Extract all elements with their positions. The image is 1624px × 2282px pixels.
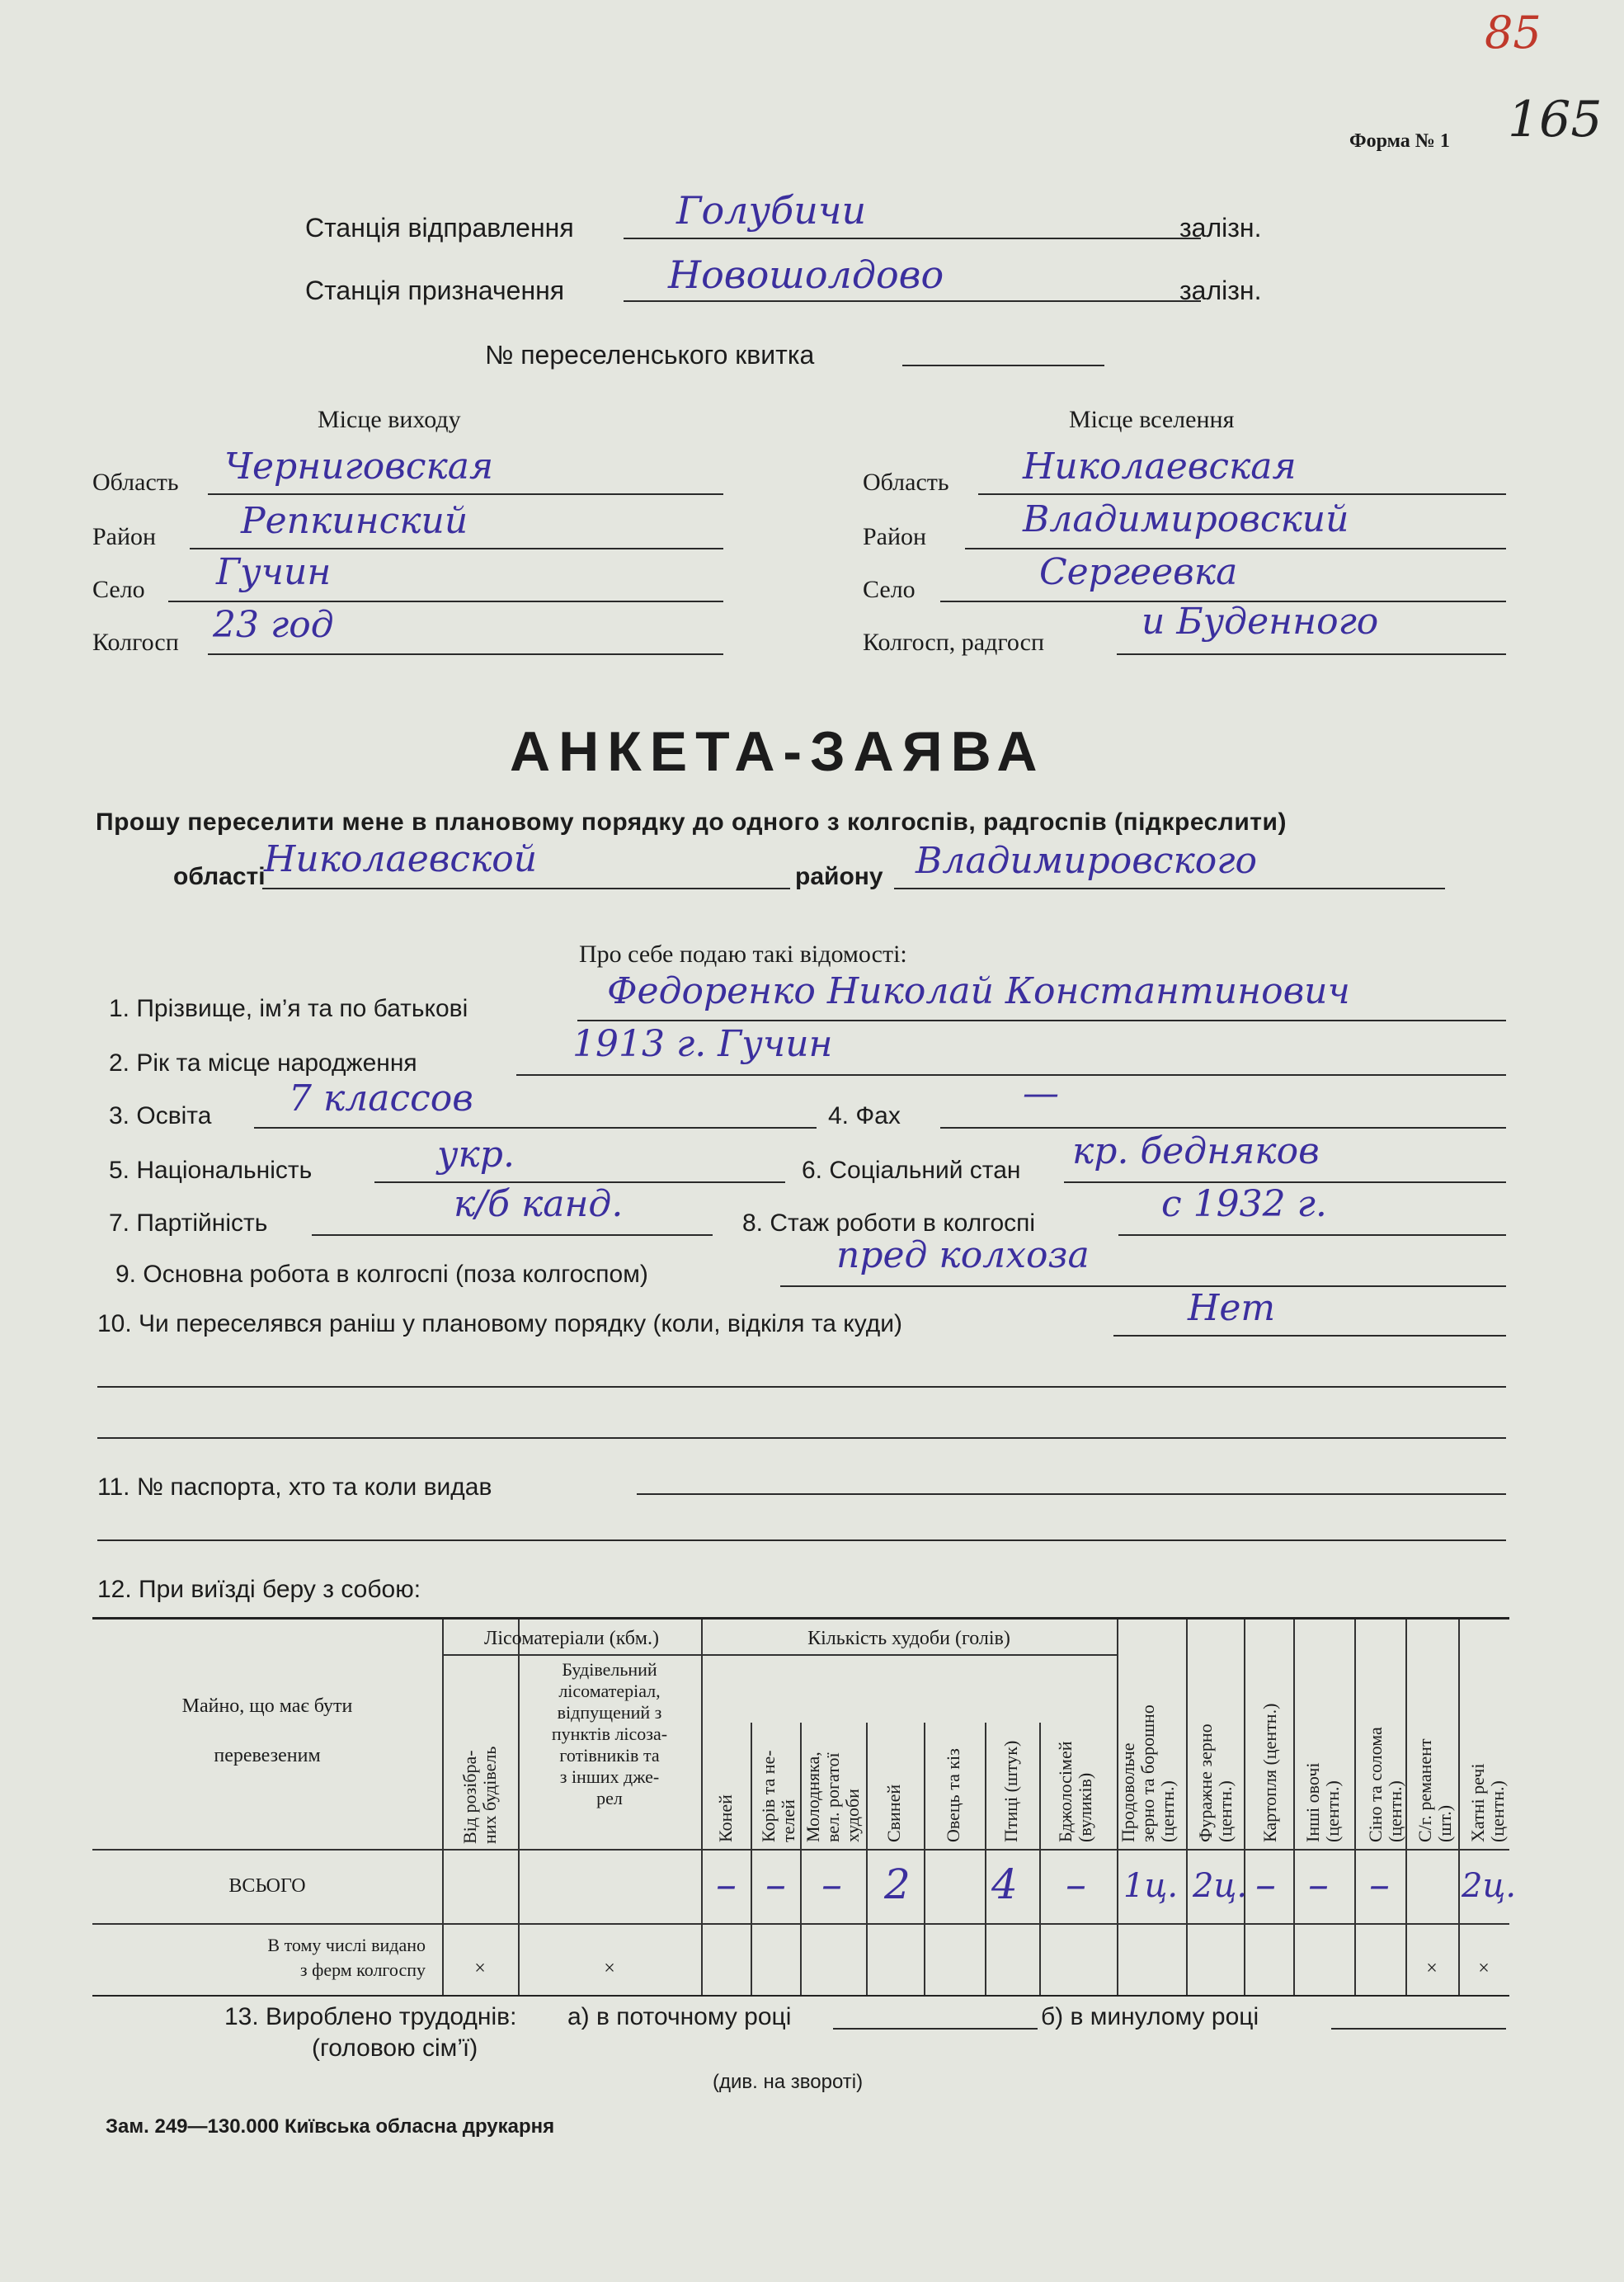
field-3-line xyxy=(254,1127,817,1129)
total-young-cattle: – xyxy=(821,1860,842,1908)
request-rayon-line xyxy=(894,888,1445,889)
field-11-label: 11. № паспорта, хто та коли видав xyxy=(97,1473,492,1501)
field-7-value: к/б канд. xyxy=(454,1183,624,1225)
document-title: АНКЕТА-ЗАЯВА xyxy=(510,720,1046,783)
total-poultry: 4 xyxy=(991,1860,1018,1908)
field-6-label: 6. Соціальний стан xyxy=(802,1157,1021,1184)
request-rayon-value: Владимировского xyxy=(916,840,1258,882)
origin-rayon-label: Район xyxy=(92,523,157,550)
field-11-line xyxy=(637,1493,1506,1495)
group-header-lumber: Лісоматеріали (кбм.) xyxy=(484,1628,659,1649)
field-9-value: пред колхоза xyxy=(836,1234,1090,1276)
archive-page-number: 165 xyxy=(1508,91,1603,149)
table-divider xyxy=(442,1654,1118,1656)
origin-village-line xyxy=(168,601,723,602)
destination-station-value: Новошолдово xyxy=(668,252,944,297)
table-divider xyxy=(800,1723,802,1995)
total-horses: – xyxy=(716,1860,737,1908)
request-oblast-line xyxy=(262,888,790,889)
field-10-value: Нет xyxy=(1188,1287,1276,1329)
departure-station-value: Голубичи xyxy=(676,188,867,233)
request-oblast-label: області xyxy=(173,863,266,890)
total-beehives: – xyxy=(1066,1860,1086,1908)
field-13a-line xyxy=(833,2028,1038,2030)
dest-rayon-line xyxy=(965,548,1506,549)
dest-village-value: Сергеевка xyxy=(1039,551,1238,593)
col-header-poultry: Птиці (штук) xyxy=(1000,1740,1021,1842)
field-13b-line xyxy=(1331,2028,1506,2030)
field-8-value: с 1932 г. xyxy=(1161,1183,1327,1225)
table-divider xyxy=(442,1620,444,1995)
origin-oblast-line xyxy=(208,493,723,495)
field-3-label: 3. Освіта xyxy=(109,1102,212,1129)
table-divider xyxy=(1186,1620,1188,1995)
col-header-cows: Корів та не- телей xyxy=(758,1750,798,1842)
field-1-label: 1. Прізвище, ім’я та по батькові xyxy=(109,995,468,1022)
dest-rayon-label: Район xyxy=(863,523,927,550)
table-divider xyxy=(1405,1620,1407,1995)
departure-station-line xyxy=(624,238,1201,239)
field-9-label: 9. Основна робота в колгоспі (поза колгоспом) xyxy=(115,1261,648,1288)
destination-heading: Місце вселення xyxy=(1069,406,1235,433)
form-number-label: Форма № 1 xyxy=(1349,130,1450,152)
group-header-livestock: Кількість худоби (голів) xyxy=(807,1628,1010,1649)
farm-mark-implements: × xyxy=(1426,1958,1438,1979)
col-header-vegetables: Інші овочі (центн.) xyxy=(1302,1762,1343,1842)
departure-station-suffix: залізн. xyxy=(1179,213,1262,243)
col-header-household: Хатні речі (центн.) xyxy=(1467,1763,1508,1842)
request-oblast-value: Николаевской xyxy=(264,838,538,880)
field-2-label: 2. Рік та місце народження xyxy=(109,1049,417,1077)
field-2-value: 1913 г. Гучин xyxy=(572,1023,833,1065)
destination-station-label: Станція призначення xyxy=(305,276,565,305)
origin-oblast-value: Черниговская xyxy=(224,446,494,488)
field-10-label: 10. Чи переселявся раніш у плановому порядку (коли, відкіля та куди) xyxy=(97,1310,903,1337)
table-divider xyxy=(1293,1620,1295,1995)
departure-station-label: Станція відправлення xyxy=(305,213,574,243)
printer-imprint: Зам. 249—130.000 Київська обласна друкарня xyxy=(106,2115,555,2138)
col-header-young-cattle: Молодняка, вел. рогатої худоби xyxy=(803,1752,863,1842)
total-household: 2ц. xyxy=(1462,1867,1517,1905)
origin-kolhosp-value: 23 год xyxy=(213,604,334,646)
field-5-value: укр. xyxy=(437,1134,515,1176)
total-food-grain: 1ц. xyxy=(1123,1867,1179,1905)
request-rayon-label: району xyxy=(795,863,883,890)
field-13a-label: а) в поточному році xyxy=(567,2003,792,2030)
field-10-line xyxy=(1113,1335,1506,1337)
origin-kolhosp-label: Колгосп xyxy=(92,629,179,656)
field-13b-label: б) в минулому році xyxy=(1041,2003,1259,2030)
see-back-note: (див. на звороті) xyxy=(713,2071,864,2093)
dest-kolhosp-label: Колгосп, радгосп xyxy=(863,629,1045,656)
field-8-line xyxy=(1118,1234,1506,1236)
col-header-dismantled: Від розібра- них будівель xyxy=(459,1746,500,1844)
field-11-line-2 xyxy=(97,1539,1506,1541)
field-1-value: Федоренко Николай Константинович xyxy=(607,970,1350,1012)
table-divider xyxy=(985,1723,986,1995)
total-fodder-grain: 2ц. xyxy=(1193,1867,1248,1905)
destination-station-suffix: залізн. xyxy=(1179,276,1262,305)
col-header-potatoes: Картопля (центн.) xyxy=(1259,1703,1280,1842)
field-8-label: 8. Стаж роботи в колгоспі xyxy=(742,1209,1036,1237)
field-9-line xyxy=(780,1285,1506,1287)
table-divider xyxy=(92,1849,1509,1851)
ticket-number-line xyxy=(902,365,1104,366)
origin-village-value: Гучин xyxy=(216,551,332,593)
origin-heading: Місце виходу xyxy=(318,406,461,433)
col-header-pigs: Свиней xyxy=(883,1784,904,1842)
field-1-line xyxy=(577,1020,1506,1021)
destination-station-line xyxy=(624,300,1201,302)
field-6-value: кр. бедняков xyxy=(1072,1130,1320,1172)
table-divider xyxy=(1039,1723,1041,1995)
farm-mark-household: × xyxy=(1478,1958,1490,1979)
total-vegetables: – xyxy=(1308,1860,1329,1908)
table-divider xyxy=(866,1723,868,1995)
origin-kolhosp-line xyxy=(208,653,723,655)
col-header-horses: Коней xyxy=(715,1794,736,1842)
col-header-fodder-grain: Фуражне зерно (центн.) xyxy=(1195,1723,1236,1842)
dest-kolhosp-value: и Буденного xyxy=(1142,601,1379,643)
origin-rayon-value: Репкинский xyxy=(241,500,468,542)
field-10-line-2 xyxy=(97,1386,1506,1388)
field-4-label: 4. Фах xyxy=(828,1102,901,1129)
col-header-property: Майно, що має бути перевезеним xyxy=(181,1695,353,1766)
table-divider xyxy=(1458,1620,1460,1995)
origin-oblast-label: Область xyxy=(92,469,179,496)
table-divider xyxy=(1354,1620,1356,1995)
dest-oblast-line xyxy=(978,493,1506,495)
total-potatoes: – xyxy=(1255,1860,1276,1908)
farm-mark-dismantled: × xyxy=(474,1958,486,1979)
table-divider xyxy=(751,1723,752,1995)
field-4-value: — xyxy=(1023,1073,1059,1115)
table-divider xyxy=(924,1723,925,1995)
table-divider xyxy=(92,1923,1509,1925)
dest-kolhosp-line xyxy=(1117,653,1506,655)
total-pigs: 2 xyxy=(884,1860,911,1908)
field-10-line-3 xyxy=(97,1437,1506,1439)
dest-oblast-value: Николаевская xyxy=(1023,446,1297,488)
origin-village-label: Село xyxy=(92,576,145,603)
col-header-hay: Сіно та солома (центн.) xyxy=(1365,1727,1405,1842)
request-text: Прошу переселити мене в плановому порядку до одного з колгоспів, радгоспів (підкреслити) xyxy=(96,809,1287,836)
col-header-building-lumber: Будівельний лісоматеріал, відпущений з пунктів лісоза- готівників та з інших дже- рел xyxy=(551,1659,668,1808)
table-divider xyxy=(1244,1620,1245,1995)
origin-rayon-line xyxy=(190,548,723,549)
field-2-line xyxy=(516,1074,1506,1076)
dest-rayon-value: Владимировский xyxy=(1023,498,1349,540)
field-13-sublabel: (головою сім’ї) xyxy=(312,2034,478,2062)
property-table xyxy=(92,1617,1517,1997)
field-3-value: 7 классов xyxy=(289,1077,473,1120)
field-5-label: 5. Національність xyxy=(109,1157,313,1184)
field-7-label: 7. Партійність xyxy=(109,1209,268,1237)
field-7-line xyxy=(312,1234,713,1236)
field-4-line xyxy=(940,1127,1506,1129)
dest-village-label: Село xyxy=(863,576,916,603)
info-heading: Про себе подаю такі відомості: xyxy=(579,941,907,968)
dest-oblast-label: Область xyxy=(863,469,949,496)
ticket-number-label: № переселенського квитка xyxy=(485,340,815,370)
col-header-sheep: Овець та кіз xyxy=(943,1748,963,1842)
farm-mark-building: × xyxy=(604,1958,615,1979)
archive-mark-top: 85 xyxy=(1485,7,1542,59)
row-label-total: ВСЬОГО xyxy=(228,1875,306,1897)
row-label-from-farm: В тому числі видано з ферм колгоспу xyxy=(267,1935,426,1980)
field-13-label: 13. Вироблено трудоднів: xyxy=(224,2003,517,2030)
table-divider xyxy=(701,1620,703,1995)
col-header-beehives: Бджолосімей (вуликів) xyxy=(1055,1741,1095,1842)
col-header-food-grain: Продовольче зерно та борошно (центн.) xyxy=(1118,1704,1178,1842)
total-cows: – xyxy=(765,1860,786,1908)
col-header-implements: С/г. реманент (шт.) xyxy=(1415,1738,1455,1842)
total-hay: – xyxy=(1369,1860,1390,1908)
field-12-label: 12. При виїзді беру з собою: xyxy=(97,1576,421,1603)
